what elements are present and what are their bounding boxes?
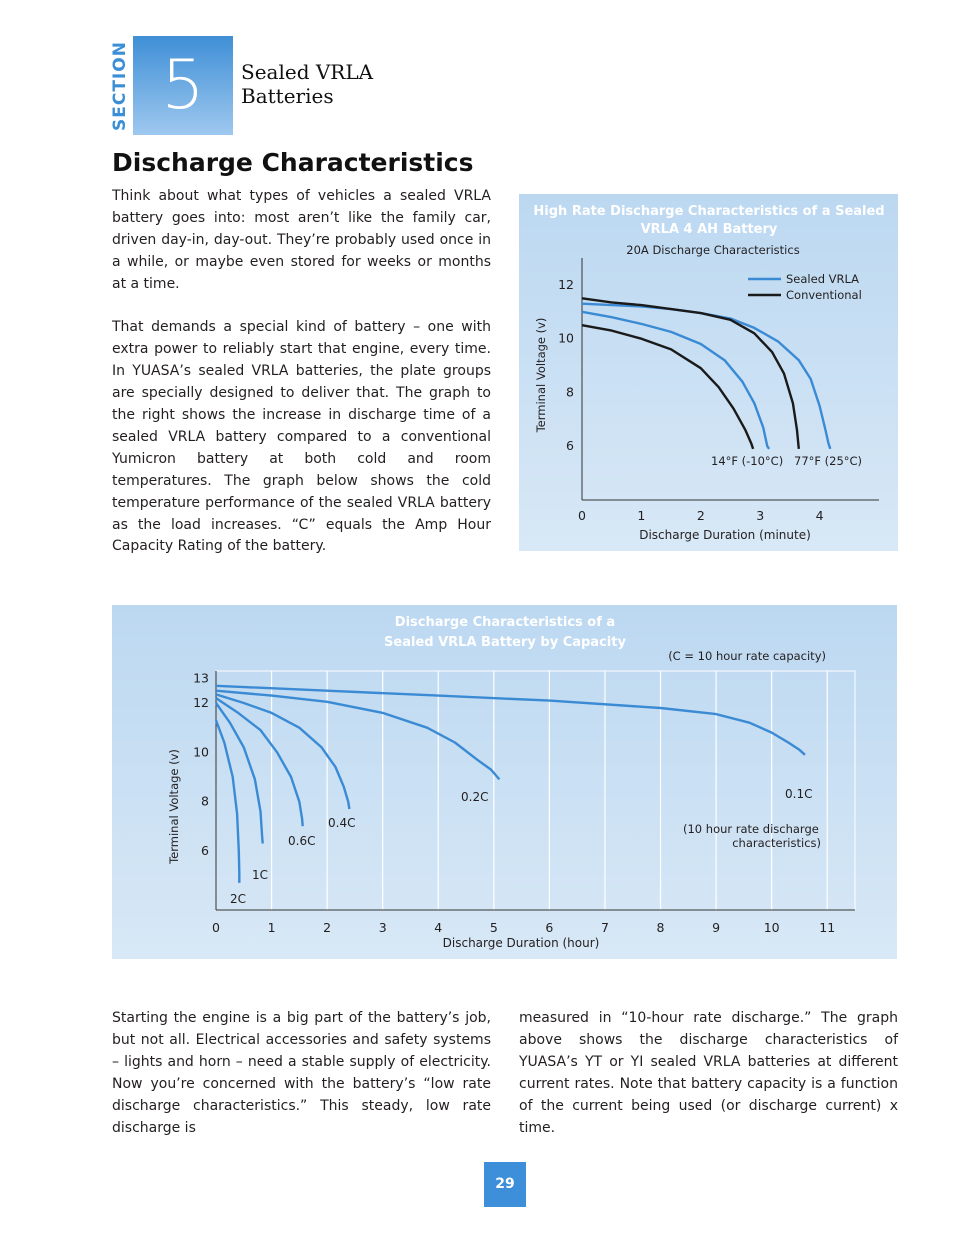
intro-text (112, 186, 491, 558)
high-rate-chart-panel (519, 194, 898, 551)
high-rate-discharge-chart (519, 194, 898, 551)
x-tick-label: 1 (637, 508, 646, 523)
series-line-conventional (582, 325, 753, 449)
page-number: 29 (484, 1162, 526, 1207)
y-tick-label: 10 (558, 330, 574, 346)
capacity-chart-panel (112, 605, 897, 959)
x-tick-label: 0 (212, 920, 220, 935)
capacity-discharge-chart (112, 605, 897, 959)
page-title: Discharge Characteristics (112, 148, 474, 177)
y-tick-label: 6 (201, 842, 209, 858)
x-axis-label: Discharge Duration (hour) (442, 936, 600, 950)
chart-title: VRLA 4 AH Battery (640, 222, 778, 237)
bottom-right-text: measured in “10-hour rate discharge.” The graph above shows the discharge characteristics of YUASA’s YT or YI sealed VRLA batteries at different current rates. Note that battery capacity is a function of the current being used (or discharge current) x time. (519, 1010, 898, 1136)
x-tick-label: 9 (712, 920, 721, 935)
chart-title: Discharge Characteristics of a (394, 615, 616, 630)
series-label: 2C (230, 892, 247, 906)
series-line-sealed-vrla (582, 312, 769, 449)
annotation-cold: 14°F (-10°C) (711, 454, 784, 468)
series-line-conventional (582, 298, 799, 449)
series-label: 0.4C (328, 816, 356, 830)
series-line-2c (216, 720, 239, 883)
section-number: 5 (161, 46, 205, 125)
x-tick-label: 5 (489, 920, 498, 935)
x-tick-label: 2 (323, 920, 332, 935)
annotation-room: 77°F (25°C) (794, 454, 863, 468)
series-label: 0.2C (461, 790, 489, 804)
chart-note: (C = 10 hour rate capacity) (668, 649, 826, 663)
x-tick-label: 8 (656, 920, 665, 935)
section-title (241, 60, 373, 108)
chart-title: High Rate Discharge Characteristics of a Sealed (533, 204, 885, 219)
x-axis-label: Discharge Duration (minute) (639, 528, 811, 542)
series-line-sealed-vrla (582, 304, 830, 449)
series-label: 1C (252, 868, 269, 882)
x-tick-label: 2 (696, 508, 705, 523)
y-tick-label: 12 (558, 276, 574, 292)
section-title-line-1: Sealed VRLA (241, 60, 374, 84)
annotation: characteristics) (732, 836, 821, 850)
y-tick-label: 8 (566, 384, 574, 400)
y-tick-label: 10 (193, 744, 209, 760)
x-tick-label: 10 (763, 920, 780, 935)
intro-paragraph-2: That demands a special kind of battery – one with extra power to reliably start that engine, every time. In YUASA’s sealed VRLA batteries, the plate groups are specially designed to deliver that. The graph to the right shows the increase in discharge time of a sealed VRLA battery compared to a conventional Yumicron battery at both cold and room temperatures. The graph below shows the cold temperature performance of the sealed VRLA battery as the load increases. “C” equals the Amp Hour Capacity Rating of the battery. (112, 319, 491, 555)
plot-frame (216, 671, 855, 910)
legend-label: Sealed VRLA (786, 272, 860, 286)
chart-title: Sealed VRLA Battery by Capacity (384, 635, 626, 650)
section-label: SECTION (110, 41, 130, 131)
x-tick-label: 7 (600, 920, 609, 935)
legend-label: Conventional (786, 288, 862, 302)
series-line-1c (216, 703, 263, 844)
y-axis-label: Terminal Voltage (v) (534, 317, 548, 433)
series-line-02c (216, 691, 499, 780)
x-tick-label: 3 (756, 508, 765, 523)
y-tick-label: 6 (566, 438, 574, 454)
x-tick-label: 3 (378, 920, 387, 935)
x-tick-label: 1 (267, 920, 276, 935)
bottom-left-text: Starting the engine is a big part of the battery’s job, but not all. Electrical accessories and safety systems – lights and horn – need a stable supply of electricity. Now you’re concerned with the battery’s “low rate discharge characteristics.” This steady, low rate discharge is (112, 1010, 491, 1136)
x-tick-label: 4 (815, 508, 824, 523)
intro-paragraph-1: Think about what types of vehicles a sealed VRLA battery goes into: most aren’t like the family car, driven day-in, day-out. They’re probably used once in a while, or maybe even stored for weeks or months at a time. (112, 188, 491, 292)
y-tick-label: 8 (201, 793, 209, 809)
chart-subtitle: 20A Discharge Characteristics (626, 243, 800, 257)
series-label: 0.1C (785, 787, 813, 801)
x-tick-label: 6 (545, 920, 554, 935)
section-title-line-2: Batteries (241, 84, 334, 108)
x-tick-label: 11 (819, 920, 836, 935)
series-label: 0.6C (288, 834, 316, 848)
y-axis-label: Terminal Voltage (v) (167, 749, 181, 864)
x-tick-label: 4 (434, 920, 443, 935)
x-tick-label: 0 (578, 508, 586, 523)
annotation: (10 hour rate discharge (683, 822, 819, 836)
y-tick-label: 13 (193, 670, 209, 686)
y-tick-label: 12 (193, 695, 209, 711)
